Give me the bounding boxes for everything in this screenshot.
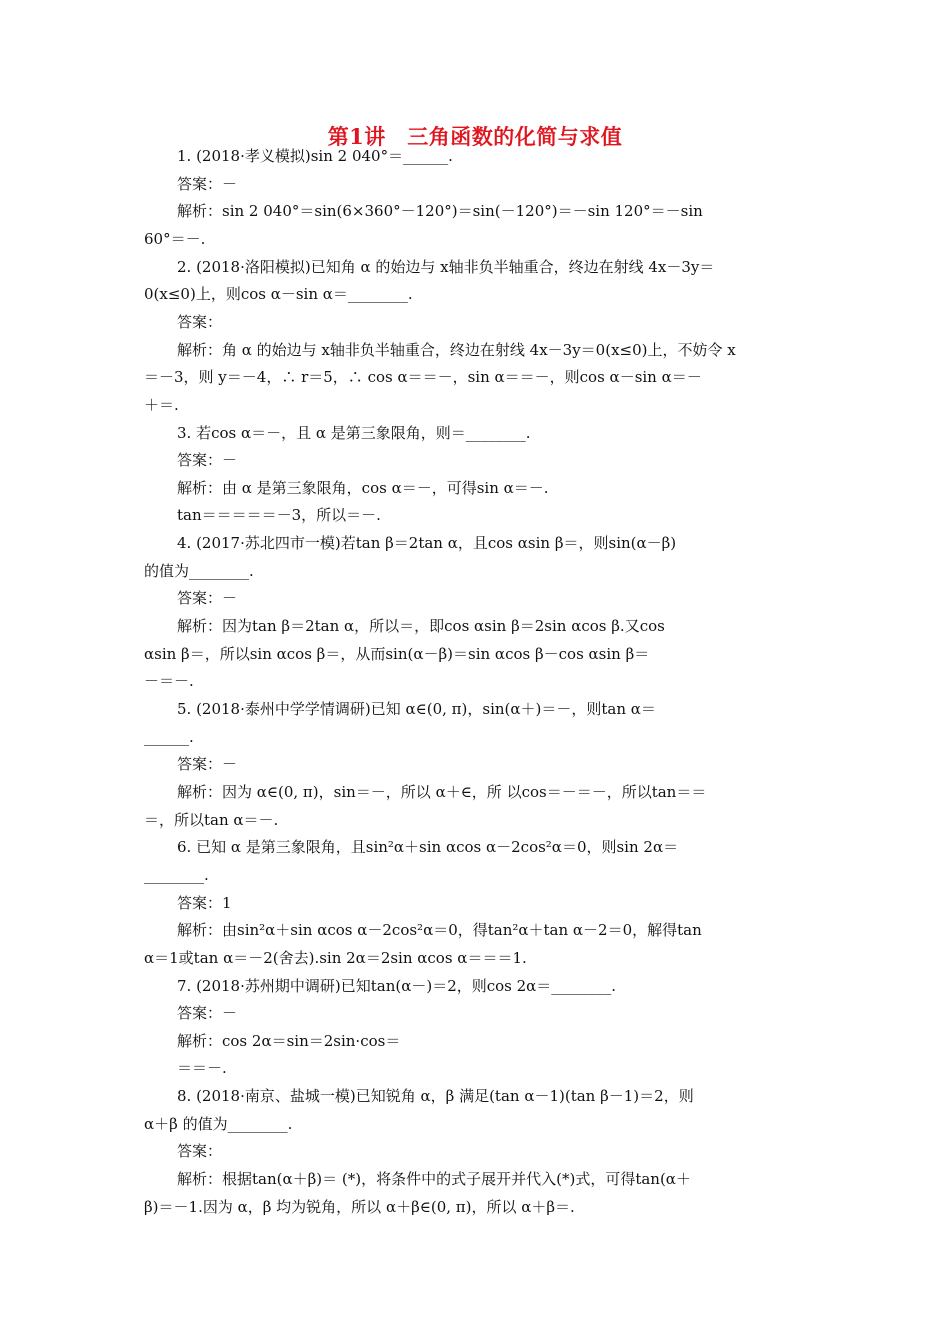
text-line: tan＝＝＝＝＝－3，所以＝－. bbox=[177, 506, 381, 525]
text-line: 60°＝－. bbox=[144, 229, 206, 248]
text-line: 解析：由sin²α＋sin αcos α－2cos²α＝0，得tan²α＋tan α－2＝0，解得tan bbox=[177, 921, 702, 940]
text-line: 0(x≤0)上，则cos α－sin α＝________. bbox=[144, 285, 413, 304]
text-line: 2. (2018·洛阳模拟)已知角 α 的始边与 x轴非负半轴重合，终边在射线 4x－3y＝ bbox=[177, 257, 715, 276]
text-line: 答案：1 bbox=[177, 893, 232, 912]
page-title: 第1讲 三角函数的化简与求值 bbox=[327, 124, 623, 149]
text-line: 4. (2017·苏北四市一模)若tan β＝2tan α，且cos αsin β＝，则sin(α－β) bbox=[177, 534, 677, 553]
text-line: 答案：－ bbox=[177, 174, 238, 193]
text-line: 解析：由 α 是第三象限角，cos α＝－，可得sin α＝－. bbox=[177, 478, 549, 497]
text-line: 7. (2018·苏州期中调研)已知tan(α－)＝2，则cos 2α＝________. bbox=[177, 976, 617, 995]
text-line: α＋β 的值为________. bbox=[144, 1114, 293, 1133]
text-line: 解析：cos 2α＝sin＝2sin·cos＝ bbox=[177, 1031, 401, 1050]
text-line: 答案： bbox=[177, 312, 223, 331]
text-line: 答案：－ bbox=[177, 1004, 238, 1023]
text-line: ＋＝. bbox=[144, 395, 179, 414]
text-line: 解析：因为tan β＝2tan α，所以＝，即cos αsin β＝2sin αcos β.又cos bbox=[177, 617, 665, 636]
text-line: ＝，所以tan α＝－. bbox=[144, 810, 279, 829]
text-line: 5. (2018·泰州中学学情调研)已知 α∈(0, π)，sin(α＋)＝－，则tan α＝ bbox=[177, 700, 656, 718]
text-line: ＝＝－. bbox=[177, 1059, 227, 1078]
text-line: 答案：－ bbox=[177, 755, 238, 774]
text-line: ＝－3，则 y＝－4，∴ r＝5，∴ cos α＝＝－，sin α＝＝－，则cos α－sin α＝－ bbox=[144, 368, 702, 387]
text-line: 解析：角 α 的始边与 x轴非负半轴重合，终边在射线 4x－3y＝0(x≤0)上，不妨令 x bbox=[177, 340, 736, 359]
text-line: 3. 若cos α＝－，且 α 是第三象限角，则＝________. bbox=[177, 423, 531, 442]
text-line: 8. (2018·南京、盐城一模)已知锐角 α，β 满足(tan α－1)(tan β－1)＝2，则 bbox=[177, 1087, 694, 1106]
text-line: β)＝－1.因为 α，β 均为锐角，所以 α＋β∈(0, π)，所以 α＋β＝. bbox=[144, 1197, 575, 1216]
text-line: α＝1或tan α＝－2(舍去).sin 2α＝2sin αcos α＝＝＝1. bbox=[144, 948, 527, 967]
text-line: ________. bbox=[144, 865, 209, 884]
text-line: 的值为________. bbox=[144, 561, 254, 580]
text-line: 解析：因为 α∈(0, π)，sin＝－，所以 α＋∈，所 以cos＝－＝－，所以tan＝＝ bbox=[177, 782, 707, 801]
text-line: αsin β＝，所以sin αcos β＝，从而sin(α－β)＝sin αcos β－cos αsin β＝ bbox=[144, 644, 650, 663]
text-line: 6. 已知 α 是第三象限角，且sin²α＋sin αcos α－2cos²α＝0，则sin 2α＝ bbox=[177, 838, 679, 857]
text-line: ______. bbox=[144, 727, 194, 746]
text-line: 解析：根据tan(α＋β)＝ (*)，将条件中的式子展开并代入(*)式，可得tan(α＋ bbox=[177, 1170, 691, 1189]
text-line: 解析：sin 2 040°＝sin(6×360°－120°)＝sin(－120°)＝－sin 120°＝－sin bbox=[177, 202, 703, 221]
text-line: －＝－. bbox=[144, 672, 194, 691]
text-line: 1. (2018·孝义模拟)sin 2 040°＝______. bbox=[177, 147, 453, 165]
text-line: 答案：－ bbox=[177, 451, 238, 470]
text-line: 答案： bbox=[177, 1142, 223, 1161]
text-line: 答案：－ bbox=[177, 589, 238, 608]
